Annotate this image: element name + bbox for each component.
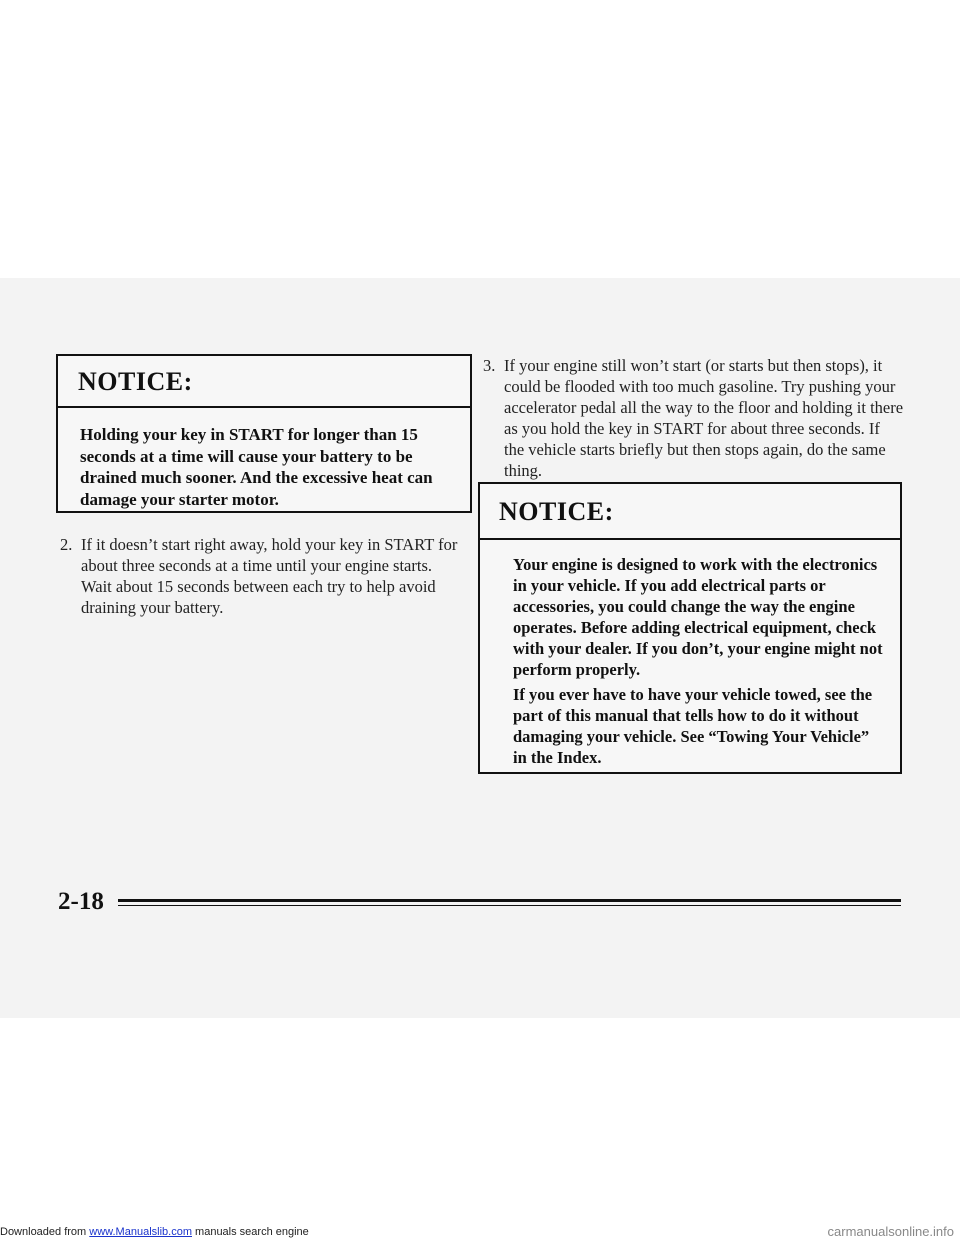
footer-rule — [118, 899, 901, 902]
notice-box-electronics — [478, 482, 902, 774]
notice-paragraph: Holding your key in START for longer than 15 seconds at a time will cause your battery to be drained much sooner. And the excessive heat can damage your starter motor. — [80, 425, 433, 509]
notice-body — [58, 408, 470, 510]
footer-rule-thin — [118, 905, 901, 906]
watermark-suffix: manuals search engine — [191, 1226, 309, 1238]
manualslib-link[interactable]: www.Manualslib.com — [89, 1226, 192, 1238]
watermark-prefix: Downloaded from — [0, 1226, 90, 1238]
notice-paragraph: If you ever have to have your vehicle towed, see the part of this manual that tells how to do it without damaging your vehicle. See “Towing Your Vehicle” in the Index. — [513, 685, 873, 767]
download-watermark — [0, 1226, 309, 1238]
step-text: If it doesn’t start right away, hold your key in START for about three seconds at a time until your engine starts. Wait about 15 seconds between each try to help avoid draining your battery. — [81, 535, 458, 617]
page-number: 2-18 — [58, 888, 104, 915]
step-text: If your engine still won’t start (or starts but then stops), it could be flooded with too much gasoline. Try pushing your accelerator pedal all the way to the floor and holding it there as you hold the key in START for about three seconds. If the vehicle starts briefly but then stops again, do the same thing. — [504, 356, 904, 480]
step-number: 3. — [483, 356, 496, 375]
notice-body — [480, 540, 900, 768]
notice-paragraph: Your engine is designed to work with the electronics in your vehicle. If you add electrical parts or accessories, you could change the way the engine operates. Before adding electrical equipment, check with your dealer. If you don’t, your engine might not perform properly. — [513, 555, 883, 679]
notice-heading: NOTICE: — [58, 356, 470, 408]
site-watermark: carmanualsonline.info — [827, 1224, 954, 1239]
notice-heading: NOTICE: — [480, 484, 900, 540]
step-number: 2. — [60, 535, 73, 554]
notice-box-battery — [56, 354, 472, 513]
